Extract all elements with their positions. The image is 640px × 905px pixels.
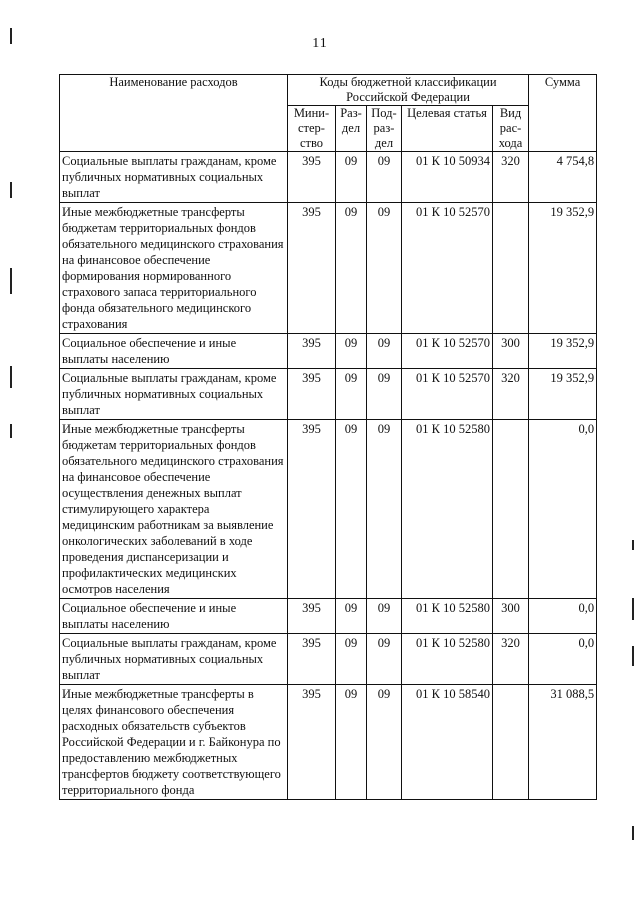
header-expense-type: Вид рас-хода [493,106,529,152]
row-section: 09 [336,369,367,420]
row-ministry: 395 [288,152,336,203]
row-sum: 31 088,5 [529,685,597,800]
row-sum: 4 754,8 [529,152,597,203]
scan-mark [10,424,12,438]
row-subsection: 09 [367,334,402,369]
row-target: 01 К 10 52570 [402,369,493,420]
header-subsection: Под-раз-дел [367,106,402,152]
row-target: 01 К 10 50934 [402,152,493,203]
row-ministry: 395 [288,685,336,800]
row-sum: 0,0 [529,599,597,634]
row-section: 09 [336,334,367,369]
header-target: Целевая статья [402,106,493,152]
row-target: 01 К 10 52570 [402,203,493,334]
header-sum: Сумма [529,75,597,152]
row-ministry: 395 [288,203,336,334]
header-section: Раз-дел [336,106,367,152]
row-sum: 0,0 [529,420,597,599]
row-target: 01 К 10 52580 [402,420,493,599]
row-subsection: 09 [367,599,402,634]
row-section: 09 [336,634,367,685]
scan-mark [632,598,634,620]
row-ministry: 395 [288,369,336,420]
row-section: 09 [336,420,367,599]
page-number: 11 [312,36,328,51]
row-subsection: 09 [367,152,402,203]
scan-mark [632,540,634,550]
row-ministry: 395 [288,634,336,685]
scan-mark [632,826,634,840]
row-ministry: 395 [288,420,336,599]
row-subsection: 09 [367,203,402,334]
row-target: 01 К 10 52580 [402,599,493,634]
row-target: 01 К 10 58540 [402,685,493,800]
row-ministry: 395 [288,599,336,634]
row-section: 09 [336,203,367,334]
row-subsection: 09 [367,634,402,685]
row-expense-type: 320 [493,634,529,685]
row-name: Социальное обеспечение и иные выплаты населению [60,334,288,369]
row-expense-type: 320 [493,152,529,203]
row-name: Социальное обеспечение и иные выплаты населению [60,599,288,634]
row-section: 09 [336,685,367,800]
scan-mark [10,182,12,198]
row-sum: 19 352,9 [529,369,597,420]
row-name: Иные межбюджетные трансферты бюджетам территориальных фондов обязательного медицинского страхования на финансовое обеспечение осуществления денежных выплат стимулирующего характера медицинским работникам за выявление онкологических заболеваний в ходе проведения диспансеризации и профилактических медицинских осмотров населения [60,420,288,599]
table-row [60,634,597,685]
table-row [60,599,597,634]
row-section: 09 [336,599,367,634]
row-expense-type [493,203,529,334]
table-row [60,203,597,334]
row-expense-type [493,420,529,599]
header-name: Наименование расходов [60,75,288,152]
table-row [60,369,597,420]
table-row [60,334,597,369]
budget-table [59,74,597,800]
row-name: Социальные выплаты гражданам, кроме публичных нормативных социальных выплат [60,369,288,420]
row-sum: 19 352,9 [529,334,597,369]
header-codes-group: Коды бюджетной классификации Российской Федерации [288,75,529,106]
row-sum: 0,0 [529,634,597,685]
row-subsection: 09 [367,420,402,599]
header-ministry: Мини-стер-ство [288,106,336,152]
row-subsection: 09 [367,369,402,420]
row-name: Социальные выплаты гражданам, кроме публичных нормативных социальных выплат [60,634,288,685]
row-name: Социальные выплаты гражданам, кроме публичных нормативных социальных выплат [60,152,288,203]
row-expense-type: 300 [493,599,529,634]
row-name: Иные межбюджетные трансферты в целях финансового обеспечения расходных обязательств субъектов Российской Федерации и г. Байконура по предоставлению межбюджетных трансфертов бюджету соответствующего территориального фонда [60,685,288,800]
scan-mark [10,268,12,294]
scan-mark [10,366,12,388]
row-section: 09 [336,152,367,203]
table-row [60,152,597,203]
scan-mark [632,646,634,666]
row-ministry: 395 [288,334,336,369]
row-expense-type [493,685,529,800]
row-expense-type: 300 [493,334,529,369]
row-name: Иные межбюджетные трансферты бюджетам территориальных фондов обязательного медицинского страхования на финансовое обеспечение формирования нормированного страхового запаса территориального фонда обязательного медицинского страхования [60,203,288,334]
row-expense-type: 320 [493,369,529,420]
row-target: 01 К 10 52570 [402,334,493,369]
row-sum: 19 352,9 [529,203,597,334]
row-subsection: 09 [367,685,402,800]
table-row [60,420,597,599]
row-target: 01 К 10 52580 [402,634,493,685]
table-row [60,685,597,800]
